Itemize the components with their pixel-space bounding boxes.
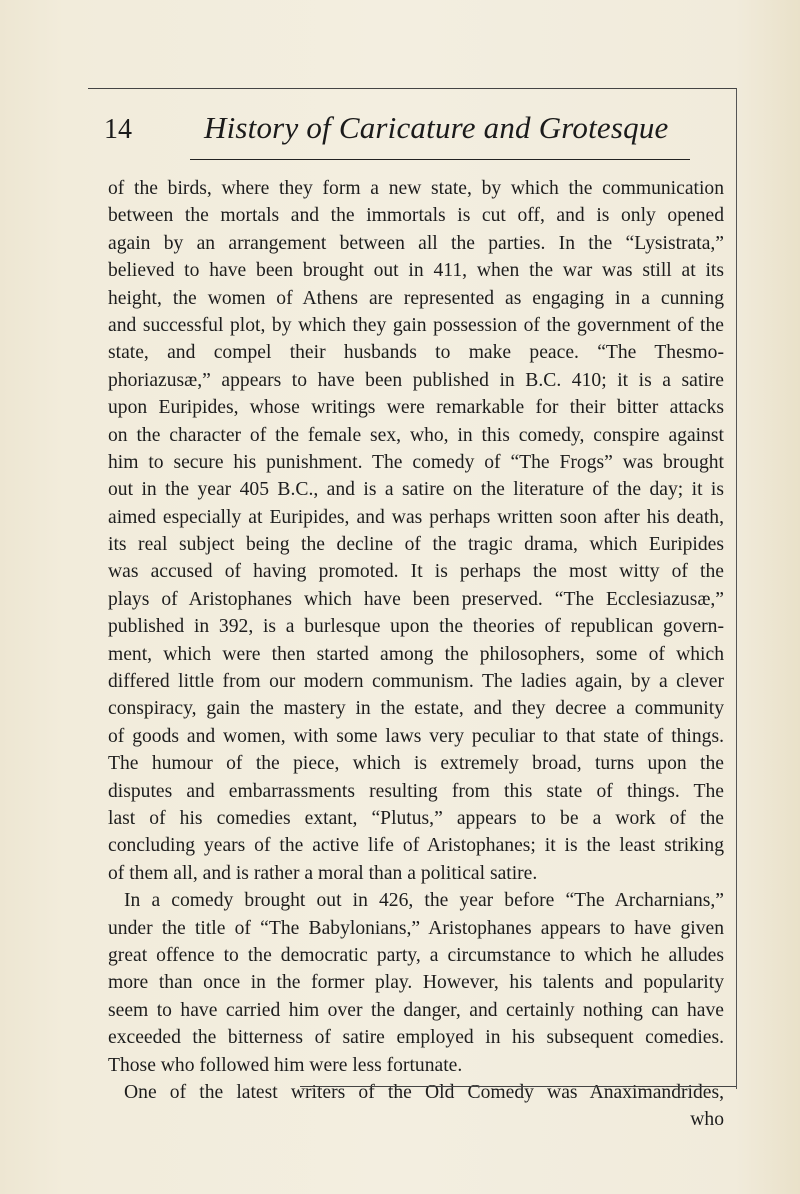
text-line: disputes and embarrassments resulting from this state of things. The [108, 780, 724, 802]
page-number: 14 [104, 114, 132, 145]
text-line: differed little from our modern communism. The ladies again, by a clever [108, 671, 724, 693]
text-line: out in the year 405 B.C., and is a satire on the literature of the day; it is [108, 479, 724, 501]
running-title: History of Caricature and Grotesque [204, 110, 669, 145]
text-line: between the mortals and the immortals is cut off, and is only opened [108, 205, 724, 227]
text-line: of them all, and is rather a moral than a political satire. [108, 862, 538, 884]
body-text [108, 175, 724, 1134]
text-line: One of the latest writers of the Old Comedy was Anaximandrides, [124, 1081, 724, 1103]
bottom-rule [300, 1086, 736, 1087]
text-line: of the birds, where they form a new state, by which the communication [108, 178, 724, 199]
text-line: exceeded the bitterness of satire employed in his subsequent comedies. [108, 1027, 724, 1049]
text-line: height, the women of Athens are represented as engaging in a cunning [108, 287, 724, 309]
page-header [104, 110, 704, 160]
text-line: published in 392, is a burlesque upon the theories of republican govern- [108, 616, 724, 638]
text-line: on the character of the female sex, who, in this comedy, conspire against [108, 424, 724, 446]
text-line: was accused of having promoted. It is perhaps the most witty of the [108, 561, 724, 583]
text-line: concluding years of the active life of Aristophanes; it is the least striking [108, 835, 724, 857]
text-line: believed to have been brought out in 411, when the war was still at its [108, 260, 724, 282]
text-line: and successful plot, by which they gain possession of the government of the [108, 314, 724, 336]
header-rule [190, 159, 690, 160]
text-line: him to secure his punishment. The comedy of “The Frogs” was brought [108, 451, 724, 473]
catchword: who [690, 1109, 724, 1131]
text-line: phoriazusæ,” appears to have been published in B.C. 410; it is a satire [108, 369, 724, 391]
text-line: seem to have carried him over the danger, and certainly nothing can have [108, 999, 724, 1021]
text-line: In a comedy brought out in 426, the year before “The Archarnians,” [124, 890, 724, 912]
text-line: The humour of the piece, which is extremely broad, turns upon the [108, 753, 724, 775]
text-line: Those who followed him were less fortunate. [108, 1054, 463, 1076]
text-line: great offence to the democratic party, a circumstance to which he alludes [108, 944, 724, 966]
text-line: more than once in the former play. However, his talents and popularity [108, 972, 724, 994]
text-line: state, and compel their husbands to make peace. “The Thesmo- [108, 342, 724, 364]
text-line: aimed especially at Euripides, and was perhaps written soon after his death, [108, 506, 724, 528]
text-line: again by an arrangement between all the parties. In the “Lysistrata,” [108, 232, 724, 254]
text-line: conspiracy, gain the mastery in the estate, and they decree a community [108, 698, 724, 720]
text-line: its real subject being the decline of the tragic drama, which Euripides [108, 534, 724, 556]
text-line: plays of Aristophanes which have been preserved. “The Ecclesiazusæ,” [108, 588, 724, 610]
text-line: under the title of “The Babylonians,” Aristophanes appears to have given [108, 917, 724, 939]
text-line: of goods and women, with some laws very peculiar to that state of things. [108, 725, 724, 747]
text-line: ment, which were then started among the philosophers, some of which [108, 643, 724, 665]
text-line: upon Euripides, whose writings were remarkable for their bitter attacks [108, 397, 724, 419]
text-line: last of his comedies extant, “Plutus,” appears to be a work of the [108, 807, 724, 829]
